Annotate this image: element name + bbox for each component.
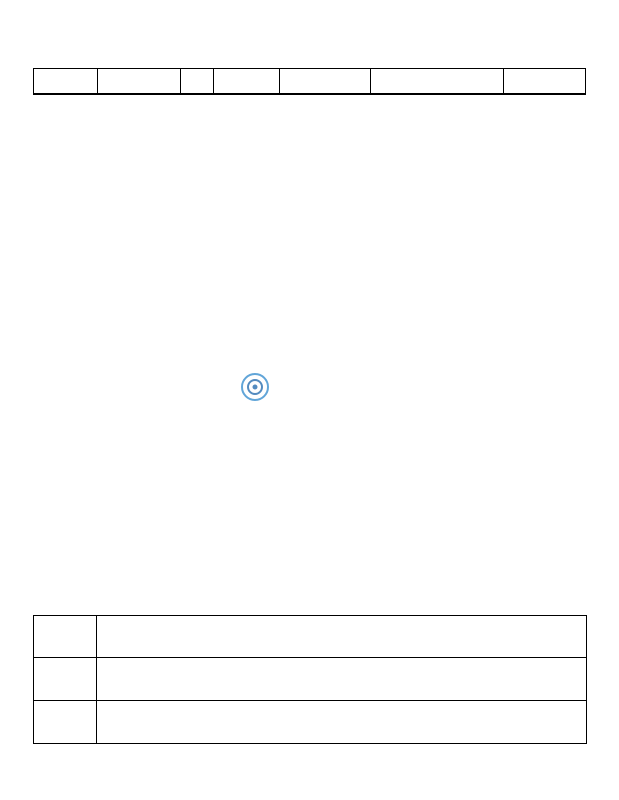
header-level1 bbox=[34, 69, 98, 95]
watermark bbox=[222, 368, 402, 428]
note-3-text bbox=[97, 701, 587, 744]
header-process bbox=[279, 69, 370, 95]
note-2-text bbox=[97, 658, 587, 701]
note-1-text bbox=[97, 616, 587, 658]
note-1-label bbox=[34, 616, 97, 658]
notes-table bbox=[33, 615, 587, 744]
note-3-label bbox=[34, 701, 97, 744]
header-level3 bbox=[181, 69, 214, 95]
header-deepen bbox=[503, 69, 585, 95]
header-level2 bbox=[98, 69, 181, 95]
header-price bbox=[213, 69, 279, 95]
note-2-label bbox=[34, 658, 97, 701]
brand-logo-icon bbox=[240, 370, 270, 404]
project-table bbox=[33, 68, 586, 95]
header-build bbox=[371, 69, 503, 95]
